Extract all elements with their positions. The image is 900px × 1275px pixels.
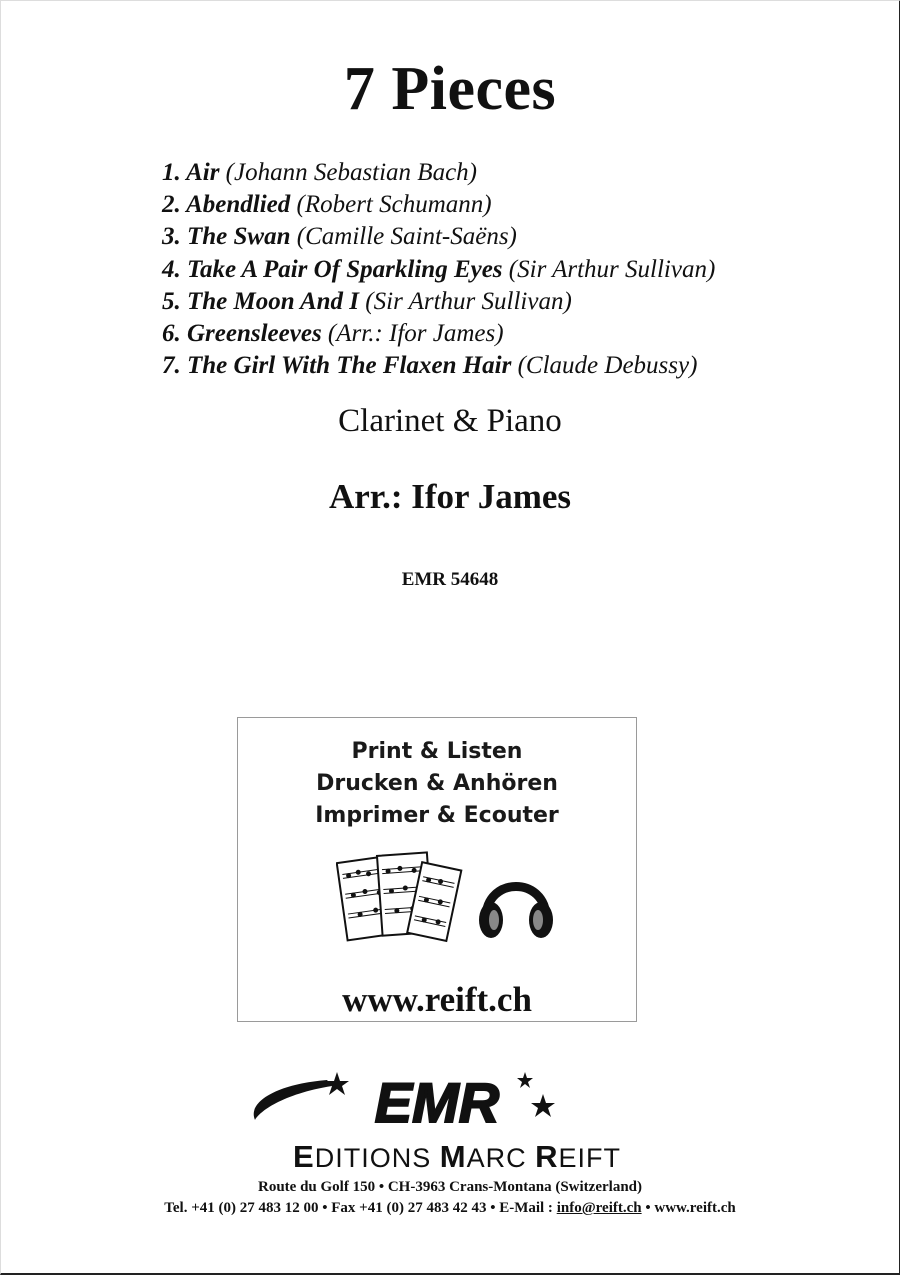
promo-url-link[interactable]: www.reift.ch xyxy=(342,980,532,1019)
tel-fax-text: Tel. +41 (0) 27 483 12 00 • Fax +41 (0) 27 483 42 43 • E-Mail : xyxy=(164,1200,557,1216)
emr-logo xyxy=(237,1072,677,1172)
page-title: 7 Pieces xyxy=(343,55,557,123)
headphones-icon xyxy=(479,887,553,939)
piece-composer: (Camille Saint-Saëns) xyxy=(296,223,517,251)
promo-line-english: Print & Listen xyxy=(351,739,523,764)
list-item xyxy=(162,157,715,189)
website-text: • www.reift.ch xyxy=(641,1200,736,1216)
list-item xyxy=(162,254,715,286)
promo-line-french: Imprimer & Ecouter xyxy=(315,803,559,828)
instrumentation: Clarinet & Piano xyxy=(338,403,562,439)
piece-composer: (Claude Debussy) xyxy=(517,352,698,380)
piece-composer: (Arr.: Ifor James) xyxy=(327,320,504,348)
catalog-number: EMR 54648 xyxy=(401,569,499,590)
promo-lines xyxy=(238,736,636,832)
piece-title: 7. The Girl With The Flaxen Hair xyxy=(162,352,512,380)
piece-title: 5. The Moon And I xyxy=(162,287,360,315)
print-listen-box[interactable] xyxy=(237,717,637,1022)
piece-composer: (Sir Arthur Sullivan) xyxy=(508,255,716,283)
piece-title: 3. The Swan xyxy=(162,223,291,251)
piece-composer: (Sir Arthur Sullivan) xyxy=(365,287,572,315)
promo-icons xyxy=(336,848,556,948)
arranger: Arr.: Ifor James xyxy=(328,477,572,516)
piece-title: 2. Abendlied xyxy=(162,191,291,219)
svg-text:EDITIONS MARC REIFT: EDITIONS MARC REIFT xyxy=(293,1139,621,1172)
piece-title: 1. Air xyxy=(162,159,220,186)
publisher-address: Route du Golf 150 • CH-3963 Crans-Montana (Switzerland) xyxy=(258,1179,642,1195)
sheet-music-icon xyxy=(337,852,462,941)
piece-composer: (Robert Schumann) xyxy=(296,191,492,219)
list-item xyxy=(162,221,715,253)
piece-composer: (Johann Sebastian Bach) xyxy=(225,159,478,186)
publisher-contact xyxy=(0,1201,900,1216)
list-item xyxy=(162,189,715,221)
piece-title: 6. Greensleeves xyxy=(162,320,322,348)
list-item xyxy=(162,350,715,382)
piece-list xyxy=(162,157,715,382)
email-link[interactable]: info@reift.ch xyxy=(556,1200,642,1216)
svg-text:EMR: EMR xyxy=(374,1072,500,1134)
list-item xyxy=(162,286,715,318)
list-item xyxy=(162,318,715,350)
piece-title: 4. Take A Pair Of Sparkling Eyes xyxy=(162,255,503,283)
promo-line-german: Drucken & Anhören xyxy=(316,771,558,796)
